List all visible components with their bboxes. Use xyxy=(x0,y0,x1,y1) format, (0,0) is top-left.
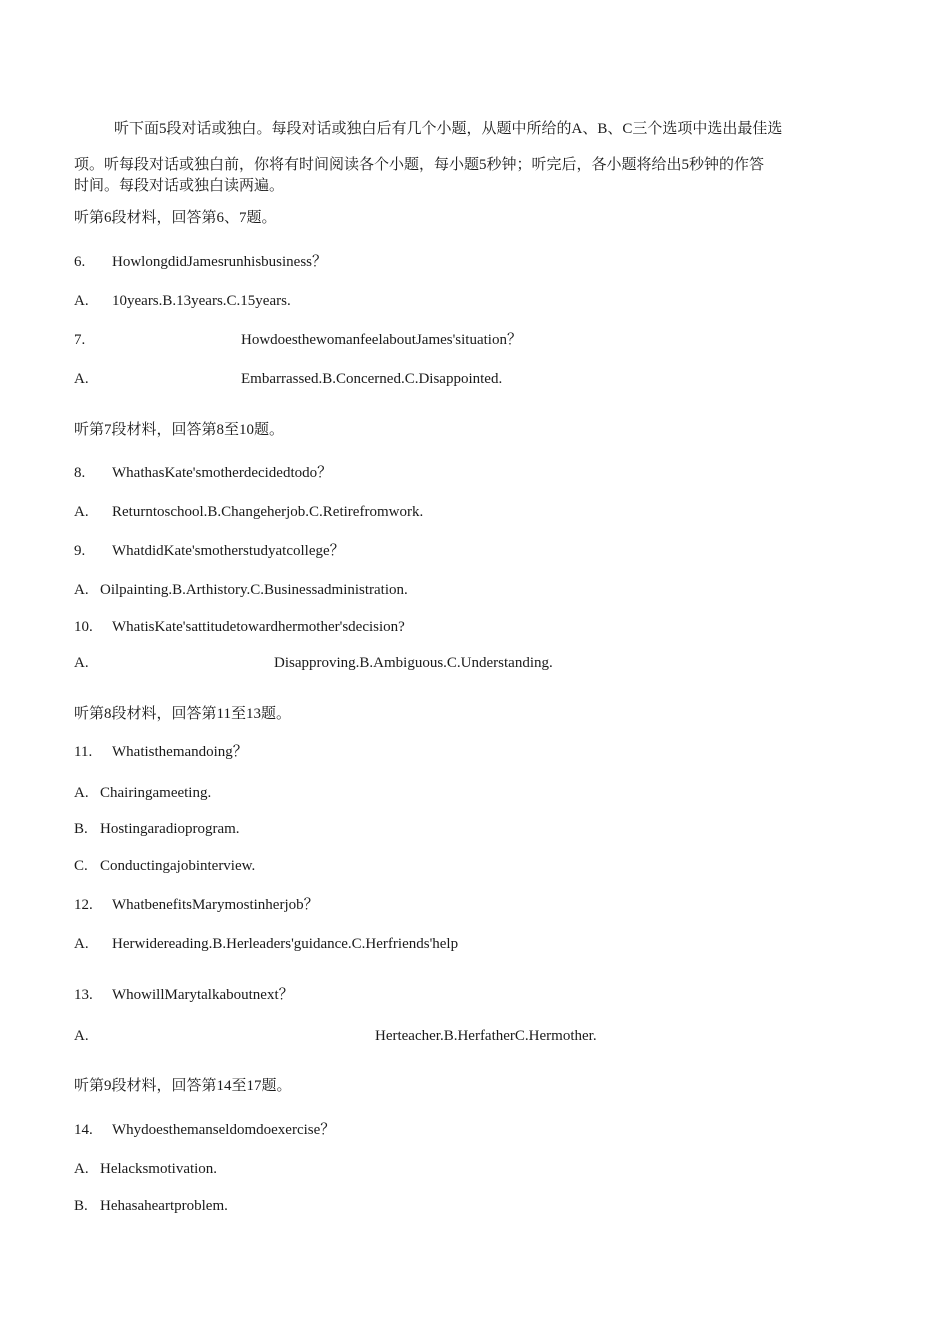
option-text: Conductingajobinterview. xyxy=(100,858,256,874)
question-text: WhatisKate'sattitudetowardhermother'sdecision? xyxy=(112,619,405,635)
option-text: Herwidereading.B.Herleaders'guidance.C.Herfriends'help xyxy=(112,936,459,952)
question-number: 6. xyxy=(74,254,86,270)
option-text: Chairingameeting. xyxy=(100,785,212,801)
question-text: WhathasKate'smotherdecidedtodo？ xyxy=(112,465,333,481)
option-text: Helacksmotivation. xyxy=(100,1161,218,1177)
question-number: 13. xyxy=(74,987,93,1003)
option-label: A. xyxy=(74,371,89,387)
option-text: Herteacher.B.HerfatherC.Hermother. xyxy=(375,1028,597,1044)
option-text: Returntoschool.B.Changeherjob.C.Retirefromwork. xyxy=(112,504,424,520)
option-label: A. xyxy=(74,655,89,671)
option-label: A. xyxy=(74,785,89,801)
question-text: WhatbenefitsMarymostinherjob？ xyxy=(112,897,319,913)
question-text: HowlongdidJamesrunhisbusiness？ xyxy=(112,254,327,270)
option-text: Hehasaheartproblem. xyxy=(100,1198,228,1214)
instructions-line-2: 项。听每段对话或独白前，你将有时间阅读各个小题，每小题5秒钟；听完后，各小题将给出5秒钟的作答 xyxy=(74,157,765,173)
option-text: Disapproving.B.Ambiguous.C.Understanding. xyxy=(274,655,553,671)
option-label: A. xyxy=(74,1028,89,1044)
question-number: 14. xyxy=(74,1122,93,1138)
option-label: B. xyxy=(74,821,88,837)
question-number: 11. xyxy=(74,744,93,760)
option-label: A. xyxy=(74,293,89,309)
section-heading: 听第6段材料，回答第6、7题。 xyxy=(74,210,277,226)
question-number: 8. xyxy=(74,465,86,481)
option-label: C. xyxy=(74,858,88,874)
question-number: 12. xyxy=(74,897,93,913)
question-number: 7. xyxy=(74,332,86,348)
option-text: 10years.B.13years.C.15years. xyxy=(112,293,291,309)
section-heading: 听第7段材料，回答第8至10题。 xyxy=(74,422,285,438)
instructions-line-1: 听下面5段对话或独白。每段对话或独白后有几个小题，从题中所给的A、B、C三个选项中选出最佳选 xyxy=(114,121,783,137)
question-text: Whatisthemandoing？ xyxy=(112,744,248,760)
question-number: 10. xyxy=(74,619,93,635)
question-text: Whydoesthemanseldomdoexercise？ xyxy=(112,1122,336,1138)
section-heading: 听第8段材料，回答第11至13题。 xyxy=(74,706,291,722)
option-label: B. xyxy=(74,1198,88,1214)
option-label: A. xyxy=(74,504,89,520)
question-text: WhowillMarytalkaboutnext？ xyxy=(112,987,294,1003)
option-text: Hostingaradioprogram. xyxy=(100,821,240,837)
option-text: Embarrassed.B.Concerned.C.Disappointed. xyxy=(241,371,503,387)
option-label: A. xyxy=(74,936,89,952)
option-label: A. xyxy=(74,582,89,598)
option-text: Oilpainting.B.Arthistory.C.Businessadministration. xyxy=(100,582,408,598)
question-text: WhatdidKate'smotherstudyatcollege？ xyxy=(112,543,345,559)
section-heading: 听第9段材料，回答第14至17题。 xyxy=(74,1078,292,1094)
option-label: A. xyxy=(74,1161,89,1177)
question-number: 9. xyxy=(74,543,86,559)
question-text: HowdoesthewomanfeelaboutJames'situation？ xyxy=(241,332,522,348)
instructions-line-3: 时间。每段对话或独白读两遍。 xyxy=(74,178,285,194)
